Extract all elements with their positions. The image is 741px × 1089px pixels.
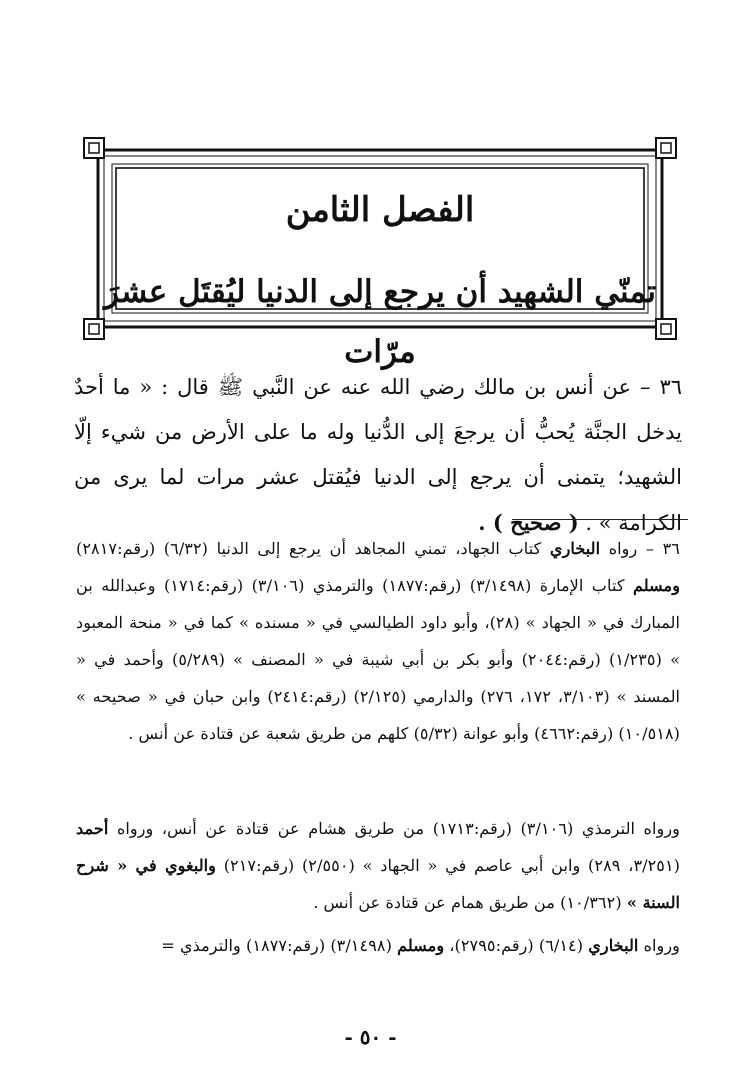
fn1-ref-1: كتاب الجهاد، تمني المجاهد أن يرجع إلى الدنيا (٦/٣٢) (رقم:٢٨١٧) bbox=[76, 539, 542, 558]
fn2-source-1: أحمد bbox=[76, 819, 109, 838]
footnote-divider bbox=[512, 519, 688, 520]
fn3-source-2: ومسلم bbox=[397, 936, 445, 955]
footnote-2 bbox=[76, 810, 680, 921]
fn1-ref-2: كتاب الإمارة (٣/١٤٩٨) (رقم:١٨٧٧) والترمذي (٣/١٠٦) (رقم:١٧١٤) وعبدالله بن المبارك في « الجهاد » (٢٨)، وأبو داود الطيالسي في « مسنده » كما في « منحة المعبود » (١/٢٣٥) (رقم:٢٠٤٤) وأبو بكر بن أبي شيبة في « المصنف » (٥/٢٨٩) وأحمد في « المسند » (٣/١٠٣، ١٧٢، ٢٧٦) والدارمي (٢/١٢٥) (رقم:٢٤١٤) وابن حبان في « صحيحه » (١٠/٥١٨) (رقم:٤٦٦٢) وأبو عوانة (٥/٣٢) كلهم من طريق شعبة عن قتادة عن أنس . bbox=[76, 576, 681, 743]
fn1-source-1: البخاري bbox=[549, 539, 601, 558]
hadith-body: ٣٦ – عن أنس بن مالك رضي الله عنه عن النَّبي ﷺ قال : « ما أحدٌ يدخل الجنَّة يُحبُّ أن يرجعَ إلى الدُّنيا وله ما على الأرض من شيء إلّا الشهيد؛ يتمنى أن يرجع إلى الدنيا فيُقتل عشر مرات لما يرى من الكرامة » . bbox=[74, 375, 682, 535]
chapter-title: الفصل الثامن bbox=[285, 190, 475, 230]
fn1-source-2: ومسلم bbox=[632, 576, 681, 595]
chapter-subtitle: تمنّي الشهيد أن يرجع إلى الدنيا ليُقتَل عشرَ مرّات bbox=[104, 274, 656, 370]
fn2-ref-1: (٣/٢٥١، ٢٨٩) وابن أبي عاصم في « الجهاد » (٢/٥٥٠) (رقم:٢١٧) bbox=[223, 856, 680, 875]
footnote-3 bbox=[76, 927, 680, 964]
fn3-source-1: البخاري bbox=[588, 936, 639, 955]
fn1-lead: ٣٦ – رواه bbox=[608, 539, 680, 558]
page-number: - ٥٠ - bbox=[344, 1025, 397, 1049]
fn3-ref-2: (٣/١٤٩٨) (رقم:١٨٧٧) والترمذي = bbox=[161, 936, 392, 955]
hadith-grade: ( صحيح ) . bbox=[478, 510, 579, 535]
fn2-source-2: والبغوي في « شرح السنة » bbox=[76, 856, 680, 912]
fn3-lead: ورواه bbox=[643, 936, 680, 955]
footnote-1 bbox=[76, 530, 680, 752]
fn2-lead: ورواه الترمذي (٣/١٠٦) (رقم:١٧١٣) من طريق هشام عن قتادة عن أنس، ورواه bbox=[116, 819, 680, 838]
fn3-ref-1: (٦/١٤) (رقم:٢٧٩٥)، bbox=[449, 936, 584, 955]
fn2-ref-2: (١٠/٣٦٢) من طريق همام عن قتادة عن أنس . bbox=[313, 893, 622, 912]
